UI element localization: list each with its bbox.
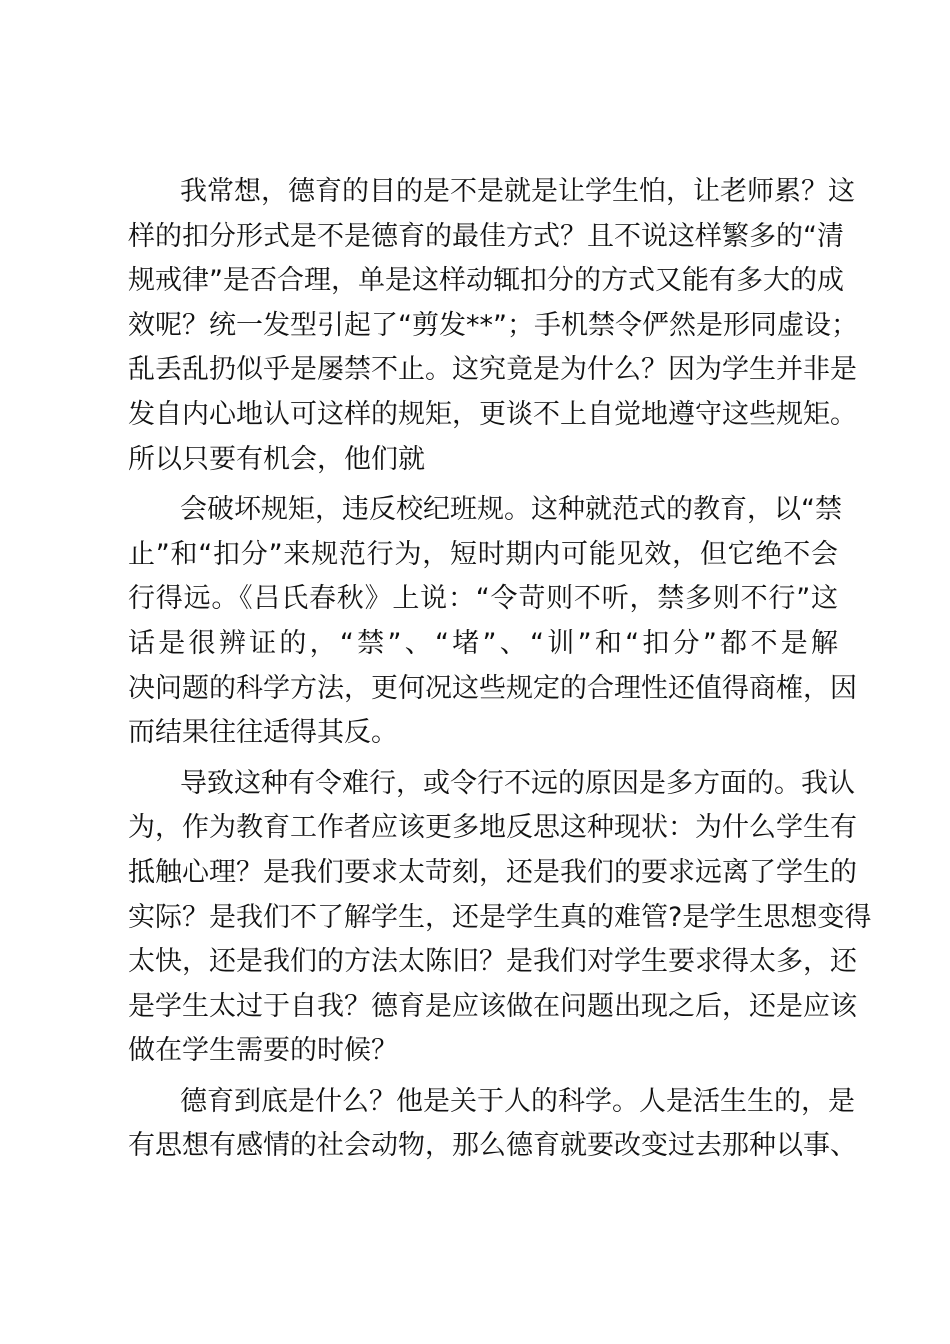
text-line: 发自内心地认可这样的规矩，更谈不上自觉地遵守这些规矩。 (128, 398, 857, 430)
text-line: 是学生太过于自我？德育是应该做在问题出现之后，还是应该 (128, 990, 857, 1022)
text-line: 行得远。《吕氏春秋》上说：“令苛则不听，禁多则不行”这 (128, 583, 838, 615)
text-line: 决问题的科学方法，更何况这些规定的合理性还值得商榷，因 (128, 672, 857, 704)
text-line: 抵触心理？是我们要求太苛刻，还是我们的要求远离了学生的 (128, 856, 857, 888)
text-line: 我常想，德育的目的是不是就是让学生怕，让老师累？这 (180, 176, 855, 207)
text-line: 效呢？统一发型引起了“剪发**”；手机禁令俨然是形同虚设； (128, 309, 858, 341)
paragraph-4 (128, 1080, 857, 1169)
text-line: 样的扣分形式是不是德育的最佳方式？且不说这样繁多的“清 (128, 220, 844, 252)
text-line: 规戒律”是否合理，单是这样动辄扣分的方式又能有多大的成 (128, 265, 844, 297)
paragraph-1 (128, 170, 858, 482)
paragraph-3 (128, 762, 872, 1074)
text-line: 导致这种有令难行，或令行不远的原因是多方面的。我认 (180, 767, 855, 799)
text-line: 所以只要有机会，他们就 (128, 443, 425, 475)
text-line: 德育到底是什么？他是关于人的科学。人是活生生的，是 (180, 1085, 855, 1117)
text-line: 有思想有感情的社会动物，那么德育就要改变过去那种以事、 (128, 1130, 857, 1162)
body-text (128, 170, 872, 1175)
text-line: 止”和“扣分”来规范行为，短时期内可能见效，但它绝不会 (128, 538, 838, 570)
text-line: 为，作为教育工作者应该更多地反思这种现状：为什么学生有 (128, 812, 857, 844)
paragraph-2 (128, 488, 857, 756)
text-line: 会破坏规矩，违反校纪班规。这种就范式的教育，以“禁 (180, 494, 842, 526)
text-line: 乱丢乱扔似乎是屡禁不止。这究竟是为什么？因为学生并非是 (128, 354, 857, 386)
text-line: 实际？是我们不了解学生，还是学生真的难管?是学生思想变得 (128, 901, 872, 933)
text-line: 而结果往往适得其反。 (128, 717, 398, 749)
text-line: 太快，还是我们的方法太陈旧？是我们对学生要求得太多，还 (128, 946, 857, 978)
text-line: 话是很辨证的，“禁”、“堵”、“训”和“扣分”都不是解 (128, 627, 838, 659)
text-line: 做在学生需要的时候？ (128, 1035, 398, 1067)
